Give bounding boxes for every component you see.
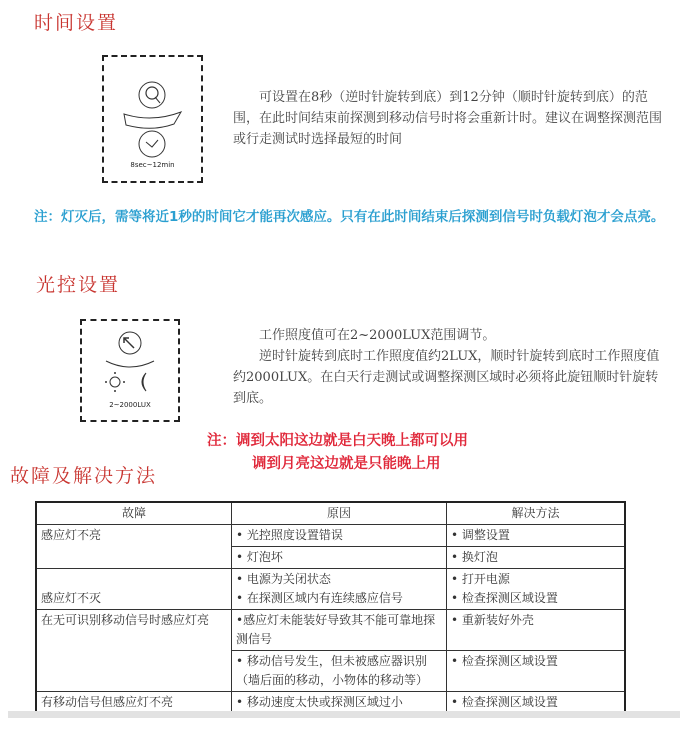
sun-icon [105,372,125,392]
fault-cell: 感应灯不灭 [36,569,232,610]
time-setting-description: 可设置在8秒（逆时针旋转到底）到12分钟（顺时针旋转到底）的范围，在此时间结束前探测到移动信号时将会重新计时。建议在调整探测范围或行走测试时选择最短的时间 [233,90,663,147]
cause-cell: •感应灯未能装好导致其不能可靠地探测信号 [232,610,447,651]
time-setting-note: 注：灯灭后，需等将近1秒的时间它才能再次感应。只有在此时间结束后探测到信号时负载灯泡才会点亮。 [34,209,665,225]
solution-cell [447,569,626,610]
table-row [36,525,625,547]
cause-line: • 电源为关闭状态 [236,572,331,586]
fault-cell: 在无可识别移动信号时感应灯亮 [36,610,232,692]
table-row [36,610,625,651]
header-cause: 原因 [232,502,447,525]
time-setting-title: 时间设置 [34,12,119,34]
light-setting-paragraph-1: 工作照度值可在2~2000LUX范围调节。 [259,328,496,343]
cause-cell: • 灯泡坏 [232,547,447,569]
time-dial-label: 8sec~12min [130,161,175,169]
solution-cell: • 检查探测区域设置 [447,692,626,715]
solution-cell: • 换灯泡 [447,547,626,569]
time-dial-diagram [102,55,203,183]
header-solution: 解决方法 [447,502,626,525]
cause-cell: • 移动信号发生，但未被感应器识别（墙后面的移动，小物体的移动等） [232,651,447,692]
cause-cell: • 光控照度设置错误 [232,525,447,547]
fault-cell: 感应灯不亮 [36,525,232,569]
light-setting-paragraph-2: 逆时针旋转到底时工作照度值约2LUX，顺时针旋转到底时工作照度值约2000LUX。在白天行走测试或调整探测区域时必须将此旋钮顺时针旋转到底。 [233,349,660,406]
troubleshooting-table [35,501,626,715]
moon-icon [142,373,146,391]
solution-line: • 检查探测区域设置 [451,591,558,605]
light-dial-diagram [80,319,180,422]
cause-cell [232,569,447,610]
fault-cell: 有移动信号但感应灯不亮 [36,692,232,715]
light-dial-label: 2~2000LUX [109,401,151,409]
solution-line: • 打开电源 [451,572,510,586]
light-note-line-2: 调到月亮这边就是只能晚上用 [252,456,441,472]
cause-line: • 在探测区域内有连续感应信号 [236,591,403,605]
table-row [36,569,625,610]
light-note-line-1: 注：调到太阳这边就是白天晚上都可以用 [207,433,468,449]
header-fault: 故障 [36,502,232,525]
divider-bar [8,711,680,718]
solution-cell: • 检查探测区域设置 [447,651,626,692]
cause-cell: • 移动速度太快或探测区域过小 [232,692,447,715]
troubleshooting-title: 故障及解决方法 [10,465,158,487]
solution-cell: • 调整设置 [447,525,626,547]
solution-cell: • 重新装好外壳 [447,610,626,651]
table-header-row [36,502,625,525]
light-setting-title: 光控设置 [36,274,121,296]
